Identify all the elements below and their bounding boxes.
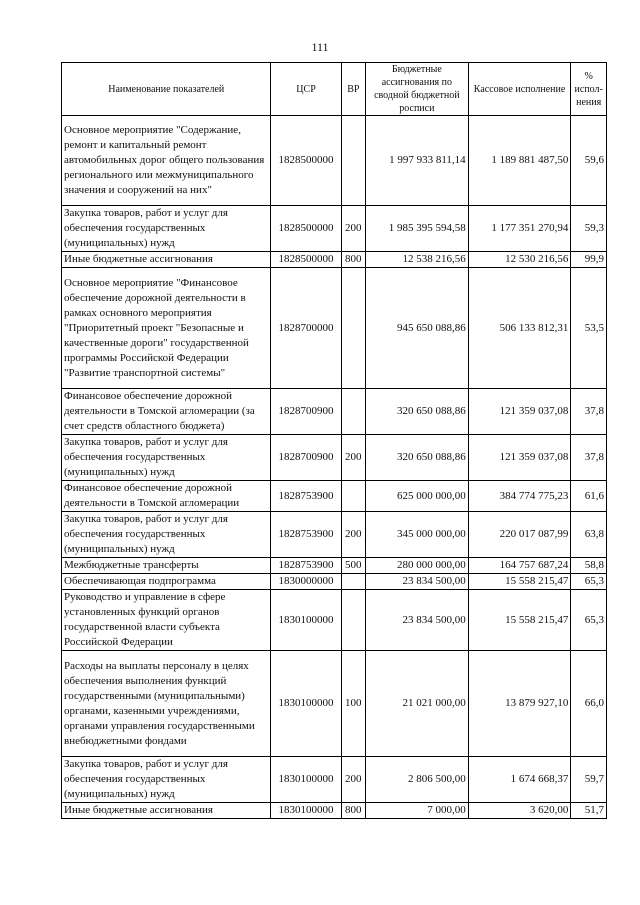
- row-code: 1828753900: [271, 558, 341, 574]
- row-exec: 164 757 687,24: [468, 558, 571, 574]
- row-vr: 800: [341, 803, 365, 819]
- row-exec: 121 359 037,08: [468, 389, 571, 435]
- row-code: 1830100000: [271, 651, 341, 757]
- row-name: Закупка товаров, работ и услуг для обеспечения государственных (муниципальных) нужд: [62, 512, 271, 558]
- row-code: 1828500000: [271, 252, 341, 268]
- row-pct: 66,0: [571, 651, 607, 757]
- row-name: Иные бюджетные ассигнования: [62, 803, 271, 819]
- row-alloc: 23 834 500,00: [366, 590, 469, 651]
- row-name: Расходы на выплаты персоналу в целях обеспечения выполнения функций государственными (муниципальными) органами, казенными учреждениями, органами управления государственными внебюджетными фондами: [62, 651, 271, 757]
- row-code: 1828500000: [271, 116, 341, 206]
- table-row: [62, 651, 607, 757]
- row-exec: 1 177 351 270,94: [468, 206, 571, 252]
- table-row: [62, 252, 607, 268]
- row-vr: [341, 116, 365, 206]
- row-name: Закупка товаров, работ и услуг для обеспечения государственных (муниципальных) нужд: [62, 206, 271, 252]
- row-pct: 59,7: [571, 757, 607, 803]
- row-code: 1830100000: [271, 803, 341, 819]
- row-alloc: 625 000 000,00: [366, 481, 469, 512]
- row-vr: [341, 389, 365, 435]
- row-pct: 59,6: [571, 116, 607, 206]
- table-row: [62, 558, 607, 574]
- row-vr: 500: [341, 558, 365, 574]
- table-row: [62, 512, 607, 558]
- table-row: [62, 757, 607, 803]
- row-code: 1830100000: [271, 757, 341, 803]
- row-exec: 220 017 087,99: [468, 512, 571, 558]
- table-header-row: [62, 63, 607, 116]
- row-name: Финансовое обеспечение дорожной деятельности в Томской агломерации: [62, 481, 271, 512]
- row-code: 1828700000: [271, 268, 341, 389]
- row-pct: 61,6: [571, 481, 607, 512]
- row-name: Обеспечивающая подпрограмма: [62, 574, 271, 590]
- table-row: [62, 206, 607, 252]
- row-alloc: 320 650 088,86: [366, 435, 469, 481]
- table-row: [62, 574, 607, 590]
- row-pct: 65,3: [571, 574, 607, 590]
- row-exec: 12 530 216,56: [468, 252, 571, 268]
- row-vr: 100: [341, 651, 365, 757]
- row-code: 1828500000: [271, 206, 341, 252]
- row-exec: 121 359 037,08: [468, 435, 571, 481]
- row-name: Руководство и управление в сфере установленных функций органов государственной власти субъекта Российской Федерации: [62, 590, 271, 651]
- row-vr: [341, 574, 365, 590]
- row-pct: 58,8: [571, 558, 607, 574]
- header-exec: Кассовое исполнение: [468, 63, 571, 116]
- row-name: Межбюджетные трансферты: [62, 558, 271, 574]
- row-pct: 63,8: [571, 512, 607, 558]
- row-vr: [341, 268, 365, 389]
- row-name: Закупка товаров, работ и услуг для обеспечения государственных (муниципальных) нужд: [62, 757, 271, 803]
- row-alloc: 280 000 000,00: [366, 558, 469, 574]
- row-exec: 3 620,00: [468, 803, 571, 819]
- table-row: [62, 803, 607, 819]
- row-code: 1828753900: [271, 481, 341, 512]
- row-code: 1828700900: [271, 389, 341, 435]
- row-exec: 15 558 215,47: [468, 574, 571, 590]
- row-exec: 13 879 927,10: [468, 651, 571, 757]
- row-alloc: 7 000,00: [366, 803, 469, 819]
- header-alloc: Бюджетные ассигнования по сводной бюджетной росписи: [366, 63, 469, 116]
- row-alloc: 23 834 500,00: [366, 574, 469, 590]
- table-row: [62, 389, 607, 435]
- row-name: Основное мероприятие "Финансовое обеспечение дорожной деятельности в рамках основного мероприятия "Приоритетный проект "Безопасные и качественные дороги" государственной программы Российской Федерации "Развитие транспортной системы": [62, 268, 271, 389]
- row-exec: 15 558 215,47: [468, 590, 571, 651]
- table-row: [62, 116, 607, 206]
- row-pct: 99,9: [571, 252, 607, 268]
- row-alloc: 320 650 088,86: [366, 389, 469, 435]
- row-exec: 1 674 668,37: [468, 757, 571, 803]
- row-alloc: 21 021 000,00: [366, 651, 469, 757]
- row-vr: 200: [341, 206, 365, 252]
- row-alloc: 345 000 000,00: [366, 512, 469, 558]
- row-pct: 37,8: [571, 435, 607, 481]
- row-name: Финансовое обеспечение дорожной деятельности в Томской агломерации (за счет средств областного бюджета): [62, 389, 271, 435]
- row-alloc: 1 997 933 811,14: [366, 116, 469, 206]
- table-row: [62, 590, 607, 651]
- row-pct: 65,3: [571, 590, 607, 651]
- row-code: 1828753900: [271, 512, 341, 558]
- row-alloc: 945 650 088,86: [366, 268, 469, 389]
- row-alloc: 12 538 216,56: [366, 252, 469, 268]
- row-vr: [341, 590, 365, 651]
- table-row: [62, 435, 607, 481]
- header-name: Наименование показателей: [62, 63, 271, 116]
- row-alloc: 2 806 500,00: [366, 757, 469, 803]
- row-name: Основное мероприятие "Содержание, ремонт и капитальный ремонт автомобильных дорог общего пользования регионального или межмуниципального значения и сооружений на них": [62, 116, 271, 206]
- row-code: 1828700900: [271, 435, 341, 481]
- row-pct: 37,8: [571, 389, 607, 435]
- page-number: 111: [311, 40, 329, 54]
- row-name: Закупка товаров, работ и услуг для обеспечения государственных (муниципальных) нужд: [62, 435, 271, 481]
- row-exec: 506 133 812,31: [468, 268, 571, 389]
- row-name: Иные бюджетные ассигнования: [62, 252, 271, 268]
- row-pct: 59,3: [571, 206, 607, 252]
- table-row: [62, 268, 607, 389]
- row-vr: 800: [341, 252, 365, 268]
- table-row: [62, 481, 607, 512]
- row-pct: 53,5: [571, 268, 607, 389]
- header-vr: ВР: [341, 63, 365, 116]
- row-vr: 200: [341, 757, 365, 803]
- row-vr: 200: [341, 435, 365, 481]
- budget-table: [61, 62, 607, 819]
- row-exec: 1 189 881 487,50: [468, 116, 571, 206]
- row-pct: 51,7: [571, 803, 607, 819]
- header-code: ЦСР: [271, 63, 341, 116]
- row-vr: 200: [341, 512, 365, 558]
- row-exec: 384 774 775,23: [468, 481, 571, 512]
- header-pct: % испол-нения: [571, 63, 607, 116]
- row-code: 1830000000: [271, 574, 341, 590]
- row-vr: [341, 481, 365, 512]
- row-code: 1830100000: [271, 590, 341, 651]
- row-alloc: 1 985 395 594,58: [366, 206, 469, 252]
